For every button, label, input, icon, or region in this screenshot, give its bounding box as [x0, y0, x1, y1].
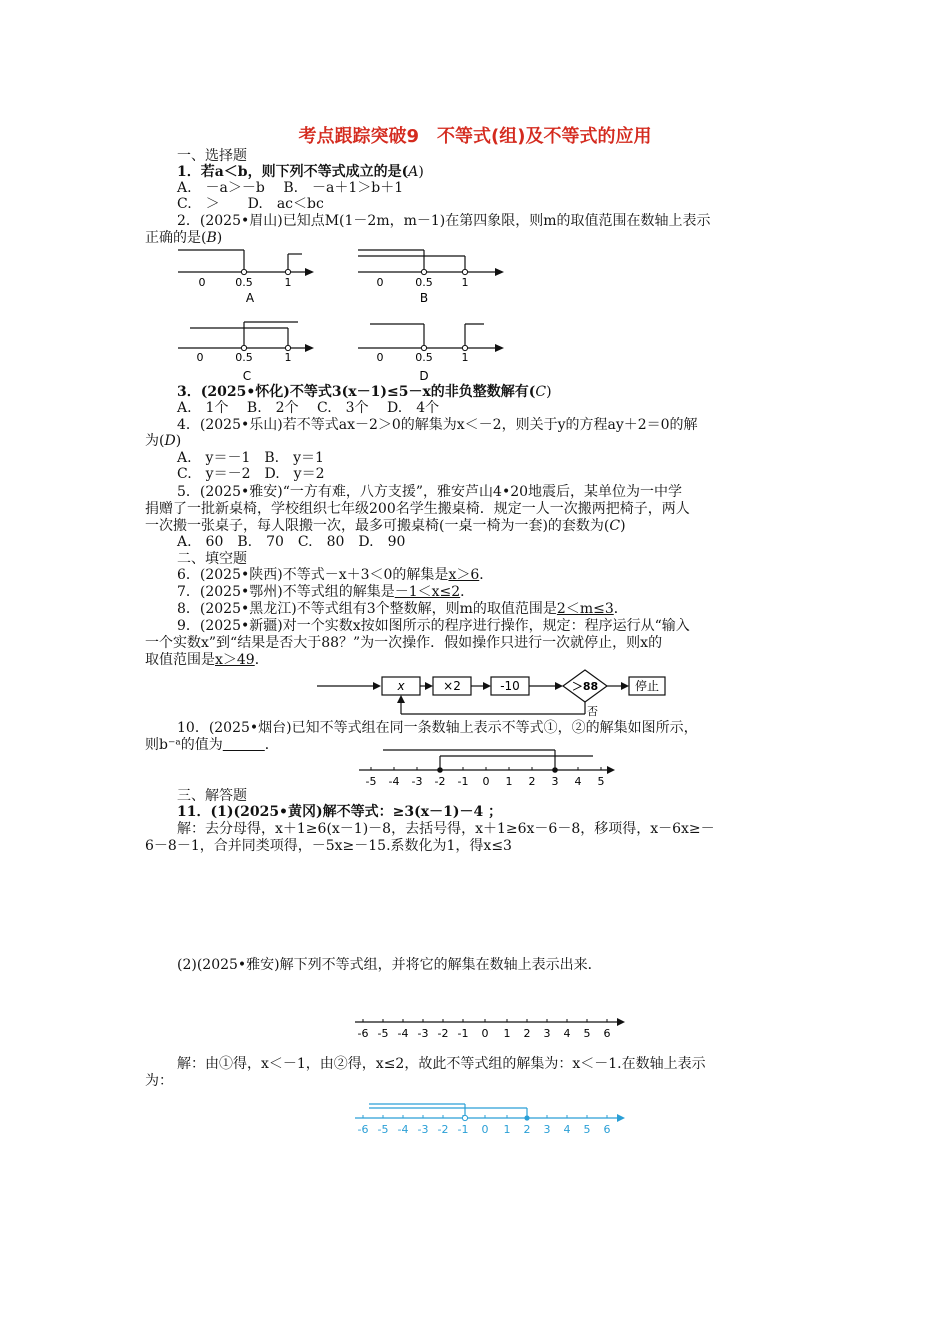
q10-tick: -5 [365, 775, 377, 788]
question-5-options: A. 60 B. 70 C. 80 D. 90 [177, 534, 406, 550]
question-11-part2-solution-2: 为： [145, 1073, 173, 1089]
answer-4: D [164, 433, 176, 449]
q11-blank-tick: 2 [523, 1027, 531, 1040]
answer-5: C [609, 518, 621, 534]
flow-stop: 停止 [634, 679, 660, 693]
q11-blank-tick: 4 [563, 1027, 571, 1040]
q10-tick: 1 [505, 775, 513, 788]
q2-figure-b [350, 248, 510, 306]
q2a-label: A [245, 291, 255, 305]
q11-answer-tick: -2 [437, 1123, 449, 1136]
q11-answer-tick: -5 [377, 1123, 389, 1136]
q2d-label: D [419, 369, 429, 383]
answer-7: －1＜x≤2 [394, 584, 461, 600]
q2d-tick-05: 0.5 [415, 351, 433, 364]
q11-answer-tick: -3 [417, 1123, 429, 1136]
q2c-label: C [242, 369, 252, 383]
answer-2: B [206, 230, 217, 246]
question-5-line3: 一次搬一张桌子，每人限搬一次，最多可搬桌椅(一桌一椅为一套)的套数为(C) [145, 518, 626, 534]
question-11-part2-solution-1: 解：由①得，x＜－1，由②得，x≤2，故此不等式组的解集为：x＜－1.在数轴上表示 [177, 1056, 706, 1072]
q11-answer-tick: -4 [397, 1123, 409, 1136]
section-heading-fill: 二、填空题 [177, 551, 247, 567]
question-9: 9．(2025•新疆)对一个实数x按如图所示的程序进行操作，规定：程序运行从“输入 [177, 618, 690, 634]
q11-answer-tick: 5 [583, 1123, 591, 1136]
flow-input-x: x [397, 679, 405, 693]
q11-answer-tick: -6 [357, 1123, 369, 1136]
question-10-line2: 则b⁻ᵃ的值为 ． [145, 737, 279, 753]
section-heading-solve: 三、解答题 [177, 788, 247, 804]
flow-subtract: -10 [500, 679, 520, 693]
q9-flowchart [315, 670, 675, 718]
q11-answer-tick: -1 [457, 1123, 469, 1136]
q10-tick: 5 [597, 775, 605, 788]
question-1-options-ab: A. －a＞－b B. －a＋1＞b＋1 [177, 180, 404, 196]
answer-3: C [535, 384, 547, 400]
q10-tick: 3 [551, 775, 559, 788]
question-3: 3．(2025•怀化)不等式3(x－1)≤5－x的非负整数解有(C) [177, 384, 552, 400]
q2-figure-c [170, 318, 320, 384]
question-5-line2: 捐赠了一批新桌椅，学校组织七年级200名学生搬桌椅．规定一人一次搬两把椅子，两人 [145, 501, 690, 517]
q10-tick: -1 [457, 775, 469, 788]
question-2: 2．(2025•眉山)已知点M(1－2m，m－1)在第四象限，则m的取值范围在数轴上表示 [177, 213, 711, 229]
q11-answer-tick: 2 [523, 1123, 531, 1136]
question-4-options-cd: C. y＝－2 D. y＝2 [177, 466, 325, 482]
q11-blank-tick: 0 [481, 1027, 489, 1040]
question-7: 7．(2025•鄂州)不等式组的解集是－1＜x≤2． [177, 584, 475, 600]
q2a-tick-0: 0 [198, 276, 206, 289]
question-11-part1-solution-1: 解：去分母得，x＋1≥6(x－1)－8，去括号得，x＋1≥6x－6－8，移项得，x－6x≥－ [177, 821, 715, 837]
q10-tick: 4 [574, 775, 582, 788]
q11-blank-number-line [355, 1018, 635, 1044]
q11-answer-number-line [355, 1100, 635, 1140]
question-9-line2: 一个实数x”到“结果是否大于88？”为一次操作．假如操作只进行一次就停止，则x的 [145, 635, 663, 651]
question-9-line3: 取值范围是x＞49． [145, 652, 269, 668]
q10-tick: -2 [434, 775, 446, 788]
q2-figure-a [170, 248, 320, 306]
q10-number-line [355, 748, 625, 790]
q10-tick: 2 [528, 775, 536, 788]
answer-6: x＞6 [448, 567, 480, 583]
question-2-line2: 正确的是(B) [145, 230, 223, 246]
question-11-part2: (2)(2025•雅安)解下列不等式组，并将它的解集在数轴上表示出来． [177, 957, 602, 973]
answer-9: x＞49 [215, 652, 255, 668]
flow-multiply: ×2 [443, 679, 461, 693]
q2a-tick-05: 0.5 [235, 276, 253, 289]
q11-blank-tick: -3 [417, 1027, 429, 1040]
q2b-label: B [419, 291, 429, 305]
answer-1: A [408, 164, 419, 180]
question-4: 4．(2025•乐山)若不等式ax－2＞0的解集为x＜－2，则关于y的方程ay＋2＝0的解 [177, 417, 698, 433]
q10-tick: -4 [388, 775, 400, 788]
question-4-options-ab: A. y＝－1 B. y＝1 [177, 450, 324, 466]
flow-no-label: 否 [587, 705, 598, 718]
q11-answer-tick: 4 [563, 1123, 571, 1136]
q2b-tick-05: 0.5 [415, 276, 433, 289]
q11-answer-tick: 6 [603, 1123, 611, 1136]
question-4-line2: 为(D) [145, 433, 182, 449]
question-5: 5．(2025•雅安)“一方有难，八方支援”，雅安芦山4•20地震后，某单位为一中学 [177, 484, 683, 500]
q10-tick: -3 [411, 775, 423, 788]
question-11-part1: 11．(1)(2025•黄冈)解不等式：≥3(x－1)－4 ； [177, 804, 503, 820]
q2b-tick-0: 0 [376, 276, 384, 289]
q11-blank-tick: 3 [543, 1027, 551, 1040]
question-11-part1-solution-2: 6－8－1，合并同类项得，－5x≥－15.系数化为1，得x≤3 [145, 838, 512, 854]
answer-8: 2＜m≤3 [556, 601, 614, 617]
q11-blank-tick: -2 [437, 1027, 449, 1040]
question-8: 8．(2025•黑龙江)不等式组有3个整数解，则m的取值范围是2＜m≤3． [177, 601, 628, 617]
q11-blank-tick: -4 [397, 1027, 409, 1040]
question-6: 6．(2025•陕西)不等式－x＋3＜0的解集是x＞6． [177, 567, 494, 583]
flow-condition: ＞88 [571, 680, 599, 693]
q2-figure-d [350, 318, 510, 384]
page-title: 考点跟踪突破9 不等式(组)及不等式的应用 [298, 126, 652, 147]
q2d-tick-1: 1 [461, 351, 469, 364]
q2c-tick-1: 1 [284, 351, 292, 364]
q11-blank-tick: -6 [357, 1027, 369, 1040]
q11-answer-tick: 0 [481, 1123, 489, 1136]
q11-blank-tick: 6 [603, 1027, 611, 1040]
q11-blank-tick: -5 [377, 1027, 389, 1040]
q11-answer-tick: 3 [543, 1123, 551, 1136]
q2d-tick-0: 0 [376, 351, 384, 364]
question-10: 10．(2025•烟台)已知不等式组在同一条数轴上表示不等式①，②的解集如图所示， [177, 720, 698, 736]
q2b-tick-1: 1 [461, 276, 469, 289]
question-1-options-cd: C. ＞ D. ac＜bc [177, 196, 324, 212]
q11-answer-tick: 1 [503, 1123, 511, 1136]
q11-blank-tick: 5 [583, 1027, 591, 1040]
q2a-tick-1: 1 [284, 276, 292, 289]
q11-blank-tick: -1 [457, 1027, 469, 1040]
q11-blank-tick: 1 [503, 1027, 511, 1040]
question-1: 1．若a＜b，则下列不等式成立的是(A) [177, 164, 424, 180]
question-3-options: A. 1个 B. 2个 C. 3个 D. 4个 [177, 400, 440, 416]
q2c-tick-05: 0.5 [235, 351, 253, 364]
section-heading-choice: 一、选择题 [177, 148, 247, 164]
q2c-tick-0: 0 [196, 351, 204, 364]
q10-tick: 0 [482, 775, 490, 788]
